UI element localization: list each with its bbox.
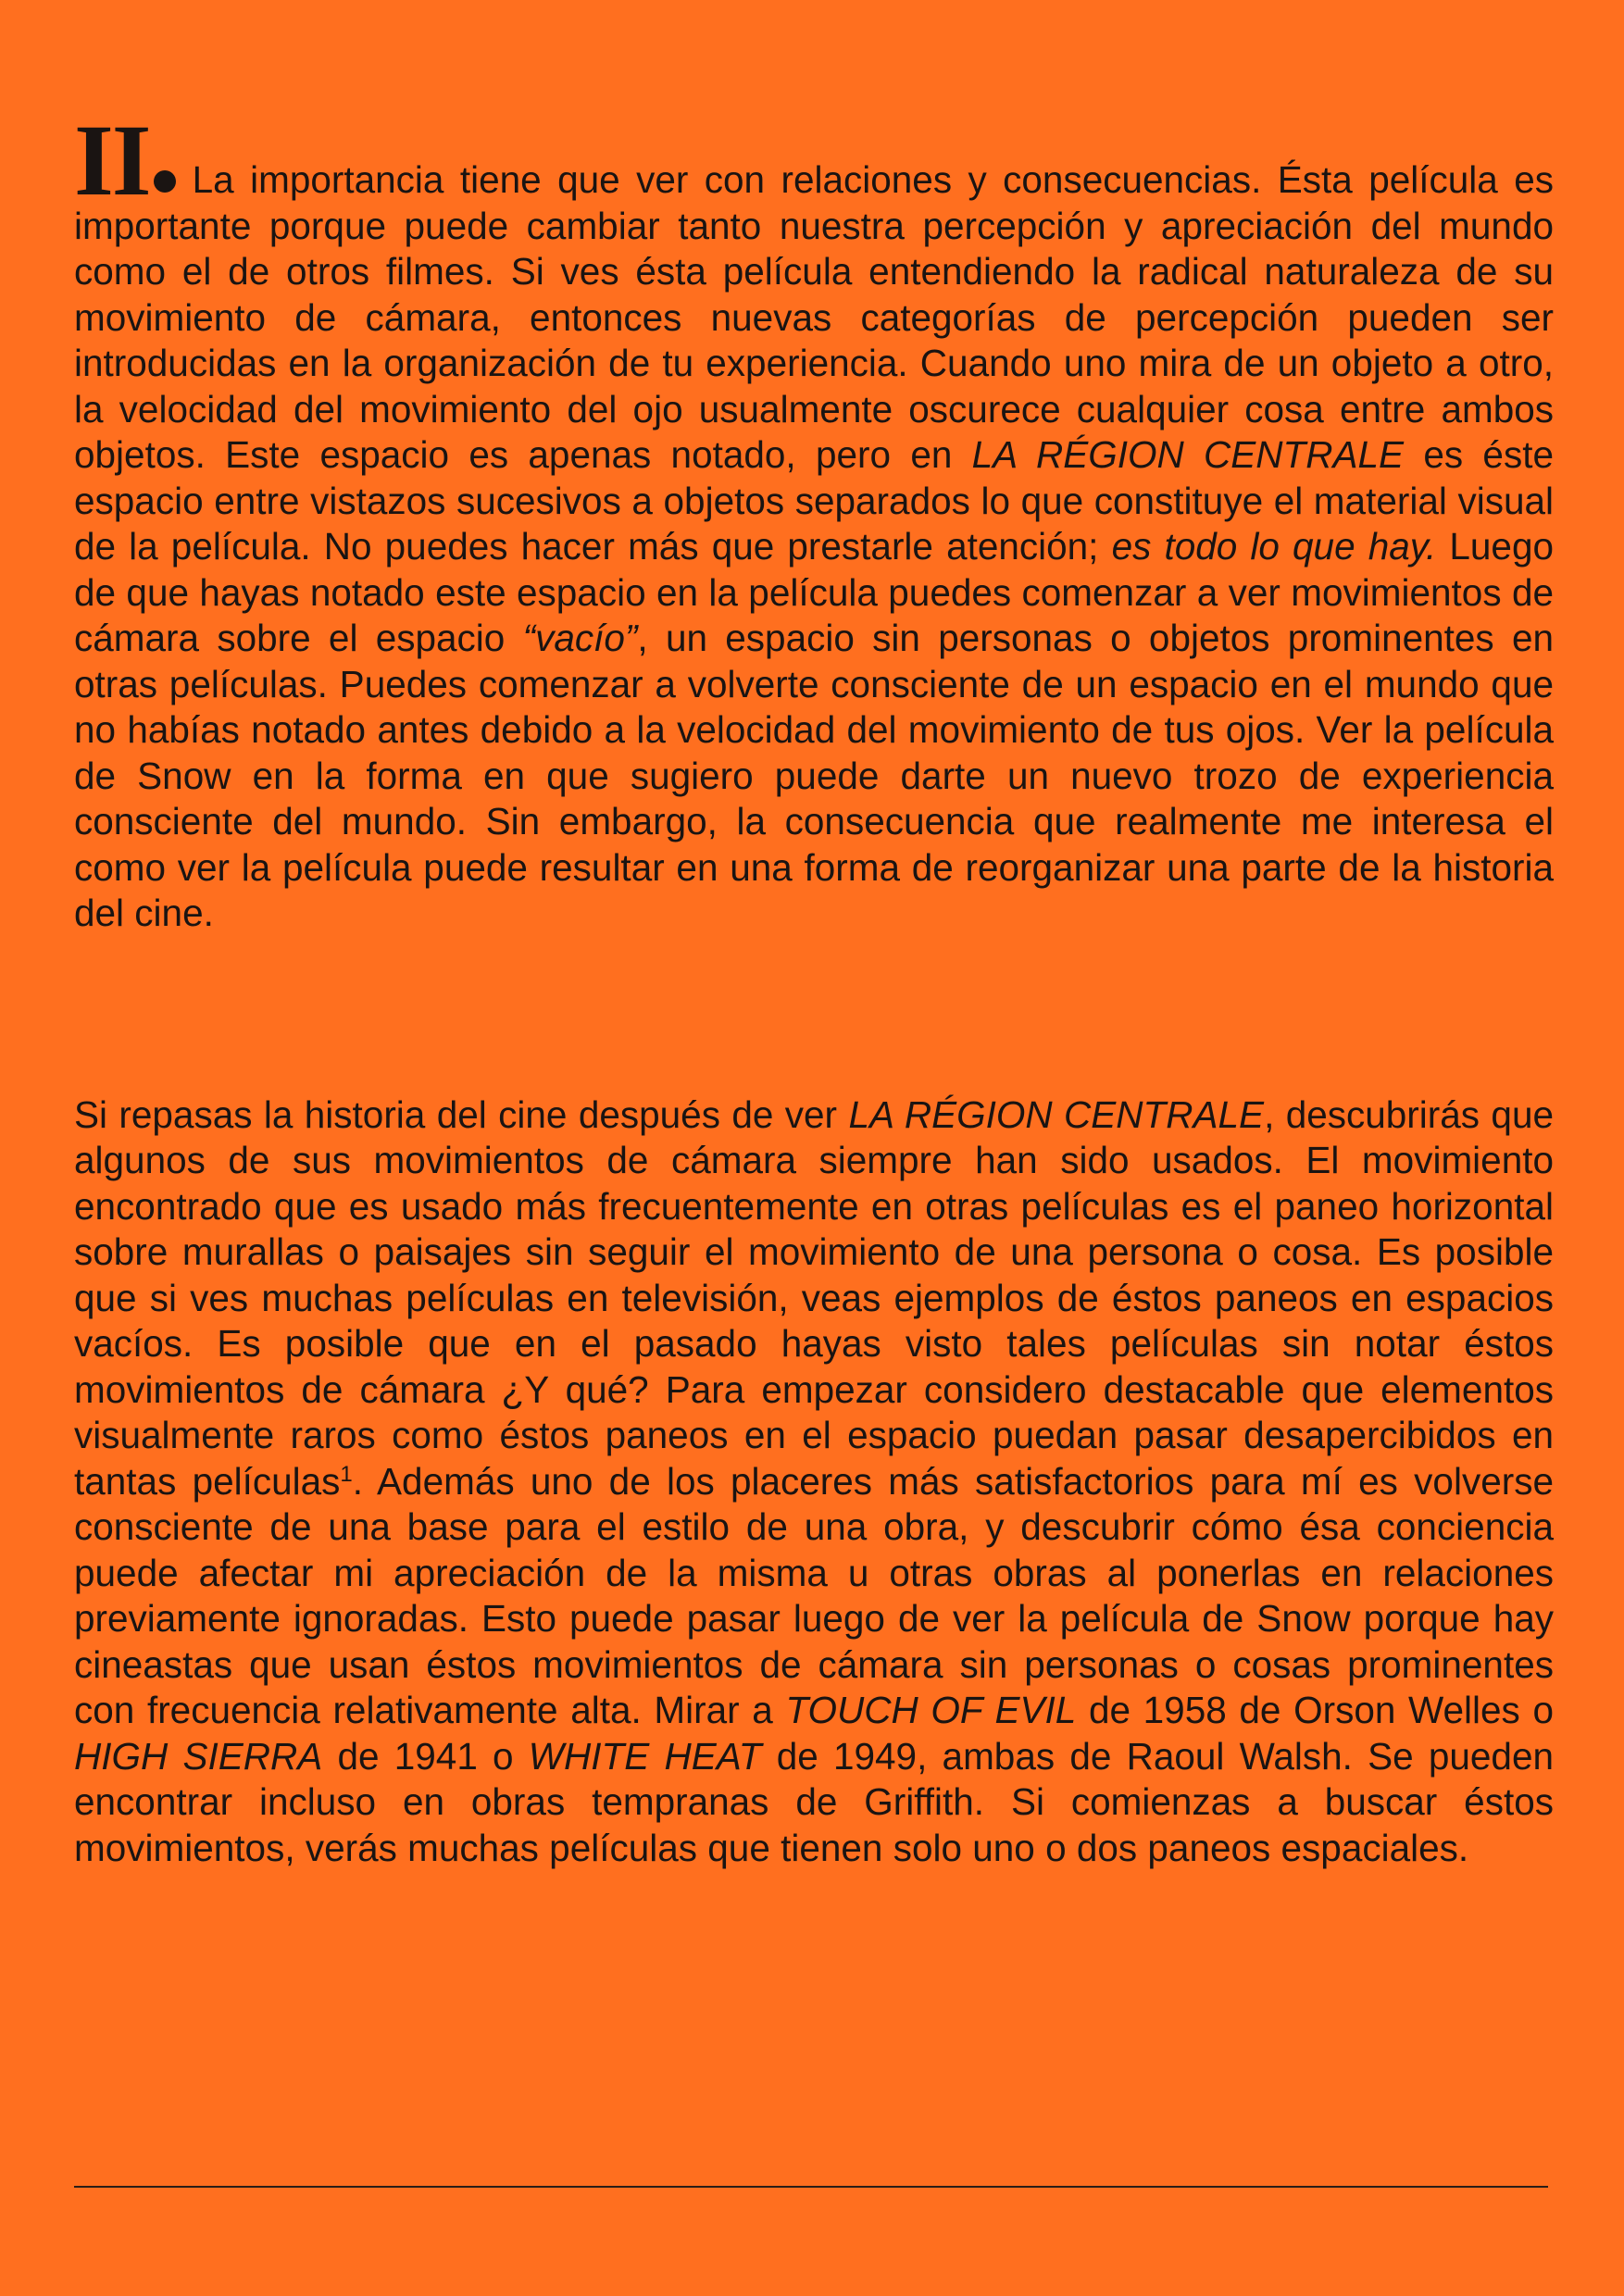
film-title: TOUCH OF EVIL [785, 1689, 1077, 1731]
film-title: LA RÉGION CENTRALE [971, 433, 1405, 476]
emphasis-text: es todo lo que hay. [1111, 525, 1437, 568]
paragraph-2 [74, 1092, 1554, 1872]
footnote-marker: 1 [340, 1461, 353, 1487]
footnote-divider [74, 2186, 1548, 2188]
section-numeral: II [74, 104, 150, 217]
paragraph-2-text: de 1949, ambas de Raoul Walsh. Se pueden encontrar incluso en obras tempranas de Griffith. Si comienzas a buscar éstos movimientos, verás muchas películas que tienen solo uno o dos paneos espaciales. [74, 1734, 1554, 1869]
film-title: LA RÉGION CENTRALE [848, 1092, 1265, 1136]
paragraph-2-text: de 1941 o [322, 1734, 529, 1778]
paragraph-2-text: de 1958 de Orson Welles o [1076, 1689, 1554, 1731]
section-dot-icon [154, 170, 176, 193]
paragraph-2-text: . Además uno de los placeres más satisfactorios para mí es volverse consciente de una base para el estilo de una obra, y descubrir cómo ésa conciencia puede afectar mi apreciación de la misma u otras obras al ponerlas en relaciones previamente ignoradas. Esto puede pasar luego de ver la película de Snow porque hay cineastas que usan éstos movimientos de cámara sin personas o cosas prominentes con frecuencia relativamente alta. Mirar a [74, 1459, 1554, 1731]
page-body [74, 104, 1555, 1871]
paragraph-1-text: es éste espacio entre vistazos sucesivos a objetos separados lo que constituye el material visual de la película. No puedes hacer más que prestarle atención; [74, 433, 1554, 568]
paragraph-2-text: Si repasas la historia del cine después de ver [74, 1092, 849, 1136]
paragraph-1 [74, 104, 1555, 937]
paragraph-1-text: , un espacio sin personas o objetos prominentes en otras películas. Puedes comenzar a volverte consciente de un espacio en el mundo que no habías notado antes debido a la velocidad del movimiento de tus ojos. Ver la película de Snow en la forma en que sugiero puede darte un nuevo trozo de experiencia consciente del mundo. Sin embargo, la consecuencia que realmente me interesa el como ver la película puede resultar en una forma de reorganizar una parte de la historia del cine. [74, 617, 1554, 934]
film-title: WHITE HEAT [528, 1734, 762, 1778]
paragraph-2-text: , descubrirás que algunos de sus movimientos de cámara siempre han sido usados. El movimiento encontrado que es usado más frecuentemente en otras películas es el paneo horizontal sobre murallas o paisajes sin seguir el movimiento de una persona o cosa. Es posible que si ves muchas películas en televisión, veas ejemplos de éstos paneos en espacios vacíos. Es posible que en el pasado hayas visto tales películas sin notar éstos movimientos de cámara ¿Y qué? Para empezar considero destacable que elementos visualmente raros como éstos paneos en el espacio puedan pasar desapercibidos en tantas películas [74, 1092, 1555, 1503]
emphasis-text: “vacío” [522, 617, 638, 659]
film-title: HIGH SIERRA [74, 1734, 323, 1778]
paragraph-1-text: La importancia tiene que ver con relaciones y consecuencias. Ésta película es importante porque puede cambiar tanto nuestra percepción y apreciación del mundo como el de otros filmes. Si ves ésta película entendiendo la radical naturaleza de su movimiento de cámara, entonces nuevas categorías de percepción pueden ser introducidas en la organización de tu experiencia. Cuando uno mira de un objeto a otro, la velocidad del movimiento del ojo usualmente oscurece cualquier cosa entre ambos objetos. Este espacio es apenas notado, pero en [74, 158, 1554, 476]
paragraph-1-text: Luego de que hayas notado este espacio en la película puedes comenzar a ver movimientos de cámara sobre el espacio [74, 525, 1555, 659]
